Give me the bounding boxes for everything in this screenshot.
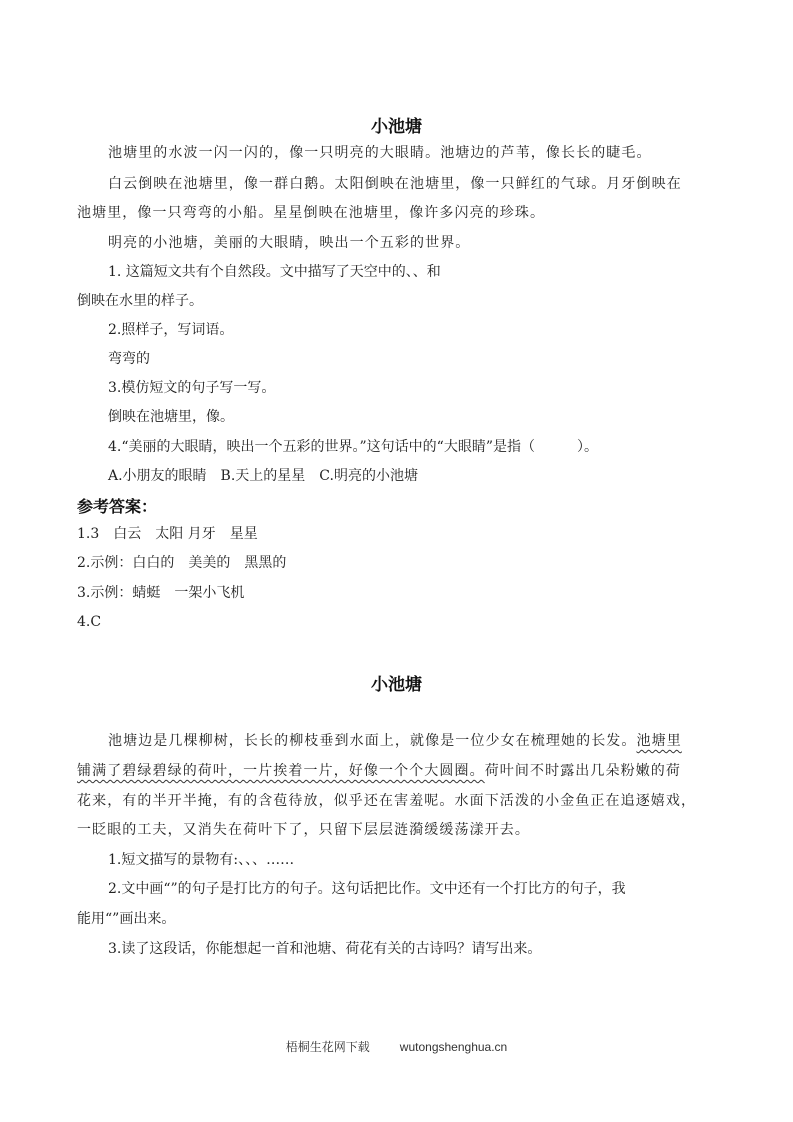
question-2-example: 弯弯的 [108, 351, 150, 367]
footer-site-link[interactable]: wutongshenghua.cn [399, 1040, 508, 1054]
section2-question-2-line-1: 2.文中画“”的句子是打比方的句子。这句话把比作。文中还有一个打比方的句子，我 [108, 881, 626, 897]
question-3-example: 倒映在池塘里，像。 [108, 409, 234, 425]
answer-3: 3.示例：蜻蜓 一架小飞机 [77, 585, 245, 601]
answer-4: 4.C [77, 614, 102, 630]
question-2: 2.照样子，写词语。 [108, 322, 234, 338]
answer-2: 2.示例：白白的 美美的 黑黑的 [77, 555, 287, 571]
paragraph-text: 池塘边是几棵柳树，长长的柳枝垂到水面上，就像是一位少女在梳理她的长发。 [108, 733, 637, 749]
section2-question-1: 1.短文描写的景物有:、、、…… [108, 852, 295, 868]
section2-paragraph-line-4: 一眨眼的工夫，又消失在荷叶下了，只留下层层涟漪缓缓荡漾开去。 [77, 822, 530, 838]
question-3: 3.模仿短文的句子写一写。 [108, 380, 276, 396]
wavy-underlined-sentence: 池塘里 [636, 733, 682, 749]
section2-paragraph-line-1 [108, 731, 682, 751]
paragraph-1: 池塘里的水波一闪一闪的，像一只明亮的大眼睛。池塘边的芦苇，像长长的睫毛。 [108, 145, 652, 161]
question-4: 4.“美丽的大眼睛，映出一个五彩的世界。”这句话中的“大眼睛”是指（ ）。 [108, 439, 598, 455]
page-footer [0, 1038, 793, 1055]
section2-paragraph-line-3: 花来，有的半开半掩，有的含苞待放，似乎还在害羞呢。水面下活泼的小金鱼正在追逐嬉戏， [77, 793, 697, 809]
answers-heading: 参考答案： [77, 497, 158, 516]
question-1-line-2: 倒映在水里的样子。 [77, 293, 203, 309]
section2-question-2-line-2: 能用“”画出来。 [77, 911, 176, 927]
paragraph-2-line-1: 白云倒映在池塘里，像一群白鹅。太阳倒映在池塘里，像一只鲜红的气球。月牙倒映在 [108, 176, 682, 192]
section2-paragraph-line-2 [77, 761, 681, 781]
section2-title: 小池塘 [371, 675, 422, 695]
section1-title: 小池塘 [371, 117, 422, 137]
paragraph-3: 明亮的小池塘，美丽的大眼睛，映出一个五彩的世界。 [108, 235, 471, 251]
paragraph-text: 荷叶间不时露出几朵粉嫩的荷 [484, 763, 682, 779]
footer-source: 梧桐生花网下载 [285, 1040, 370, 1054]
section2-question-3: 3.读了这段话，你能想起一首和池塘、荷花有关的古诗吗？请写出来。 [108, 941, 542, 957]
answer-1: 1.3 白云 太阳 月牙 星星 [77, 526, 258, 542]
question-4-options: A.小朋友的眼睛 B.天上的星星 C.明亮的小池塘 [108, 468, 418, 484]
wavy-underlined-sentence: 铺满了碧绿碧绿的荷叶，一片挨着一片，好像一个个大圆圈。 [77, 763, 485, 779]
paragraph-2-line-2: 池塘里，像一只弯弯的小船。星星倒映在池塘里，像许多闪亮的珍珠。 [77, 205, 546, 221]
question-1-line-1: 1. 这篇短文共有个自然段。文中描写了天空中的、、和 [108, 264, 441, 280]
